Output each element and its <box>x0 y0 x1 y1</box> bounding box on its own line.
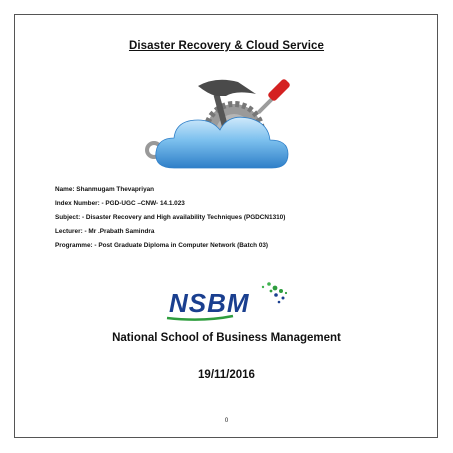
logo-text: NSBM <box>169 288 250 318</box>
nsbm-logo <box>163 278 293 328</box>
student-details <box>55 183 415 253</box>
screwdriver-icon <box>257 78 291 114</box>
lecturer: Lecturer: - Mr .Prabath Samindra <box>55 228 155 235</box>
document-date: 19/11/2016 <box>198 369 255 381</box>
student-name: Name: Shanmugam Thevapriyan <box>55 186 155 193</box>
page-number: 0 <box>224 418 229 424</box>
logo-globe-icon <box>262 282 287 303</box>
index-number: Index Number: - PGD-UGC –CNW- 14.1.023 <box>55 200 185 207</box>
document-title: Disaster Recovery & Cloud Service <box>128 40 325 52</box>
cloud-tools-illustration <box>116 74 336 174</box>
subject: Subject: - Disaster Recovery and High availability Techniques (PGDCN1310) <box>55 214 286 221</box>
school-name: National School of Business Management <box>112 332 341 344</box>
programme: Programme: - Post Graduate Diploma in Computer Network (Batch 03) <box>55 242 269 249</box>
